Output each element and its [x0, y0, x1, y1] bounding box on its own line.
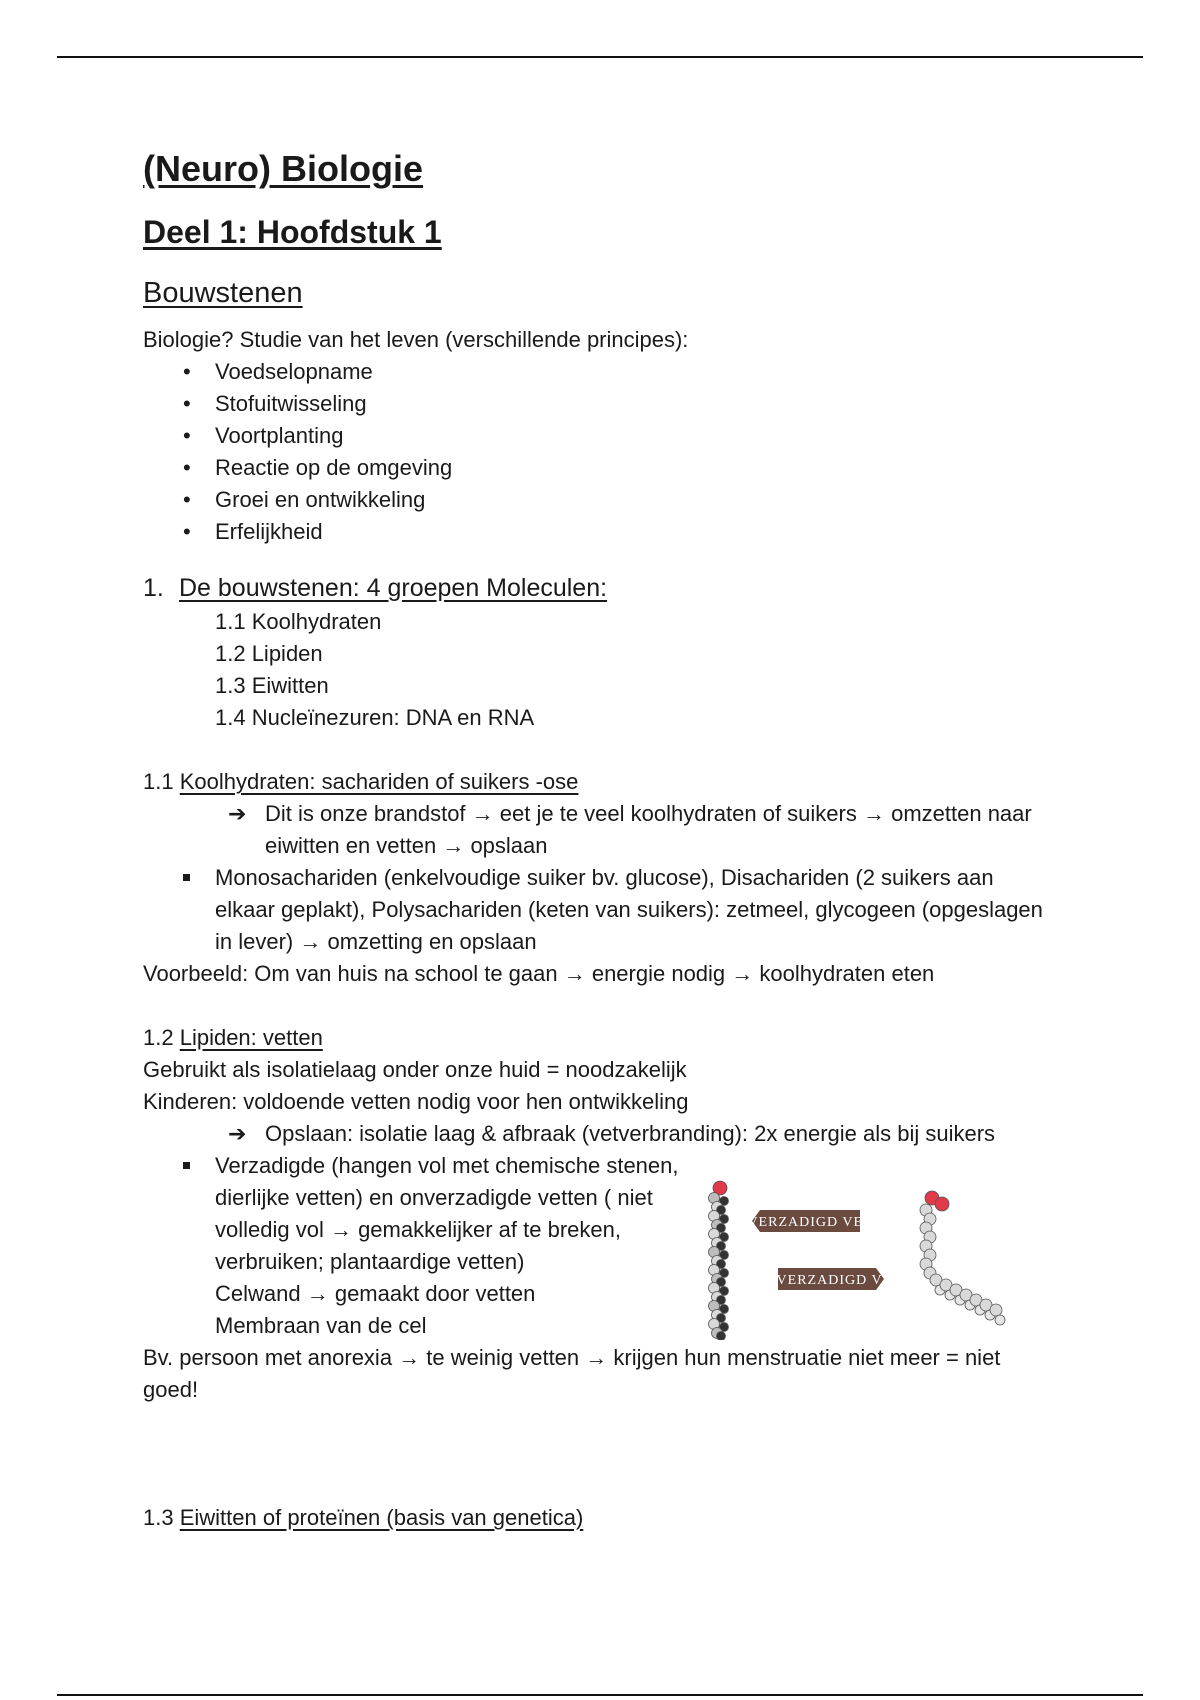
bullet-icon: • [183, 487, 191, 512]
section-heading: Bouwstenen [143, 277, 303, 309]
svg-text:ONVERZADIGD VET: ONVERZADIGD VET [754, 1273, 902, 1288]
lipids-types-item: Verzadigde (hangen vol met chemische stenen, dierlijke vetten) en onverzadigde vetten ( niet volledig vol → gemakkelijker af te breken, verbruiken; plantaardige vetten) Celwand → gemaakt door vetten Membraan van de cel [143, 1150, 1063, 1342]
svg-text:VERZADIGD VET: VERZADIGD VET [747, 1215, 873, 1230]
bullet-icon: • [183, 455, 191, 480]
arrow-right-icon: ➔ [228, 801, 247, 826]
list-item: 1.4 Nucleïnezuren: DNA en RNA [215, 705, 535, 730]
lipids-line: Gebruikt als isolatielaag onder onze huid = noodzakelijk [143, 1057, 687, 1082]
carbs-arrow-item: ➔ Dit is onze brandstof → eet je te veel koolhydraten of suikers → omzetten naar eiwitten en vetten → opslaan [143, 798, 1063, 862]
lipids-example: Bv. persoon met anorexia → te weinig vetten → krijgen hun menstruatie niet meer = niet [143, 1345, 1001, 1370]
square-bullet-icon [183, 874, 190, 881]
fat-molecules-figure [700, 1180, 1030, 1340]
list-item: • Reactie op de omgeving [143, 452, 1063, 484]
unsaturated-fat-label [754, 1268, 901, 1290]
carbs-types-item: Monosachariden (enkelvoudige suiker bv. glucose), Disachariden (2 suikers aan elkaar geplakt), Polysachariden (keten van suikers): zetmeel, glycogeen (opgeslagen in lever) → omzetting en opslaan [143, 862, 1063, 958]
list-item: • Voortplanting [143, 420, 1063, 452]
list-item: 1.1 Koolhydraten [215, 609, 382, 634]
lipids-heading: 1.2 Lipiden: vetten [143, 1025, 323, 1050]
list-item: • Stofuitwisseling [143, 388, 1063, 420]
unsaturated-fat-molecule-icon [920, 1191, 1005, 1325]
lipids-arrow-item: ➔ Opslaan: isolatie laag & afbraak (vetverbranding): 2x energie als bij suikers [143, 1118, 1063, 1150]
list-item: • Voedselopname [143, 356, 1063, 388]
carbs-heading: 1.1 Koolhydraten: sachariden of suikers -ose [143, 769, 579, 794]
bullet-icon: • [183, 423, 191, 448]
proteins-heading: 1.3 Eiwitten of proteïnen (basis van genetica) [143, 1505, 584, 1530]
top-rule [57, 56, 1143, 58]
list-item: 1.3 Eiwitten [215, 673, 329, 698]
lipids-line: Kinderen: voldoende vetten nodig voor hen ontwikkeling [143, 1089, 689, 1114]
bullet-icon: • [183, 359, 191, 384]
carbs-example: Voorbeeld: Om van huis na school te gaan → energie nodig → koolhydraten eten [143, 961, 935, 986]
lipids-example: goed! [143, 1377, 199, 1402]
square-bullet-icon [183, 1162, 190, 1169]
groups-list [143, 606, 1063, 734]
list-item: • Erfelijkheid [143, 516, 1063, 548]
groups-heading: 1. De bouwstenen: 4 groepen Moleculen: [143, 574, 608, 602]
intro-text: Biologie? Studie van het leven (verschillende principes): [143, 327, 689, 352]
list-item: 1.2 Lipiden [215, 641, 323, 666]
saturated-fat-label [747, 1210, 872, 1232]
bottom-rule [57, 1694, 1143, 1696]
saturated-fat-molecule-icon [709, 1181, 729, 1340]
document-title: (Neuro) Biologie [143, 148, 423, 189]
principles-list [143, 356, 1063, 548]
part-heading: Deel 1: Hoofdstuk 1 [143, 214, 442, 250]
arrow-right-icon: ➔ [228, 1121, 247, 1146]
list-item: • Groei en ontwikkeling [143, 484, 1063, 516]
bullet-icon: • [183, 391, 191, 416]
bullet-icon: • [183, 519, 191, 544]
